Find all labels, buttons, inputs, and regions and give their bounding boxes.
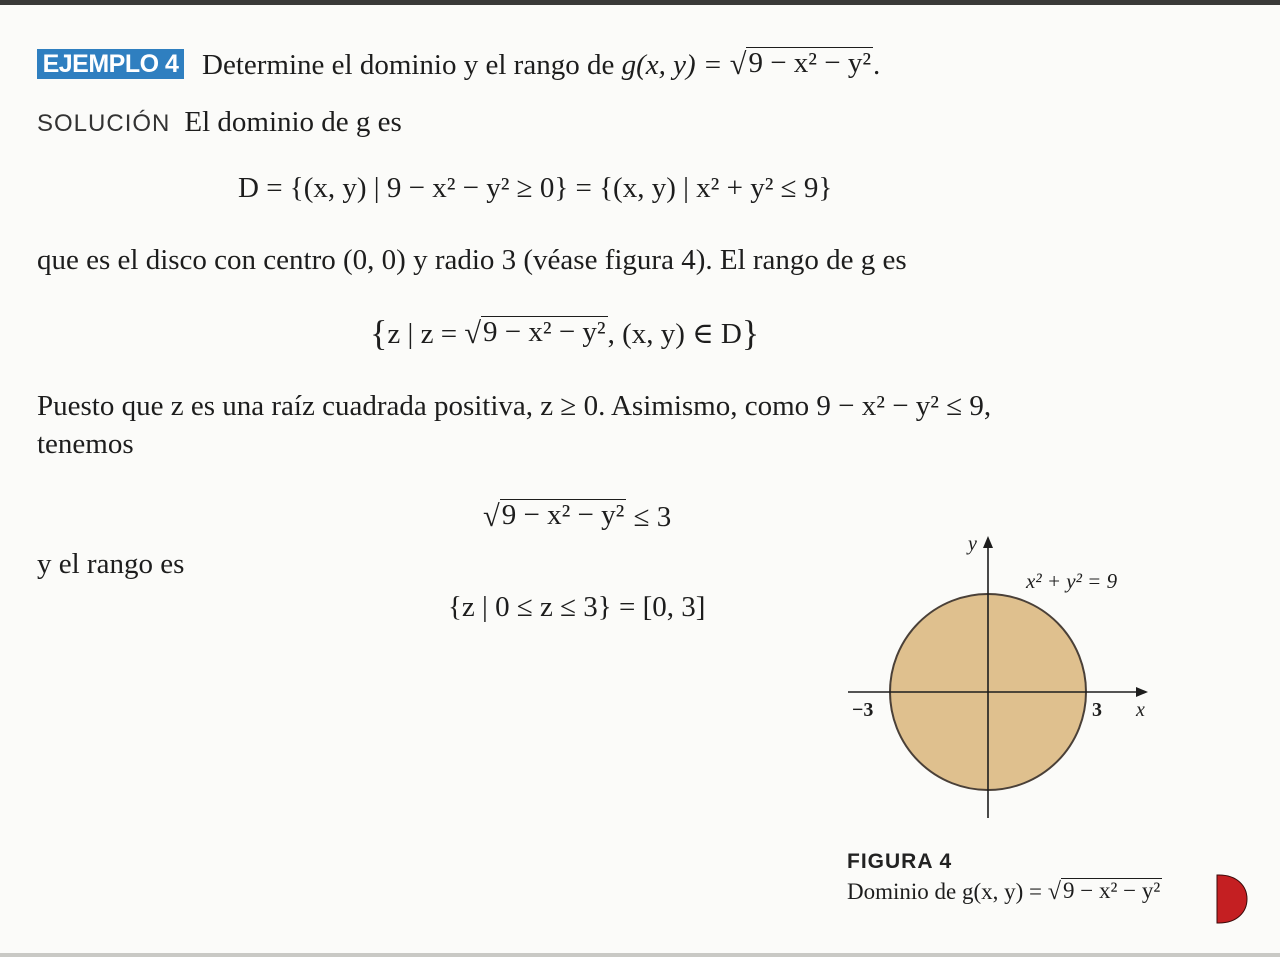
positive-line-2: tenemos [37, 428, 134, 460]
bound-sqrt: √ 9 − x² − y² [483, 499, 625, 533]
close-brace: } [741, 313, 760, 353]
function-lhs: g(x, y) = [621, 49, 730, 81]
sqrt-expression: √ 9 − x² − y² [729, 47, 872, 81]
range-radicand: 9 − x² − y² [483, 315, 606, 348]
domain-equation-text: D = {(x, y) | 9 − x² − y² ≥ 0} = {(x, y) | x² + y² ≤ 9} [238, 172, 833, 204]
radicand: 9 − x² − y² [748, 47, 872, 79]
example-badge: EJEMPLO 4 [37, 49, 184, 79]
statement-end: . [873, 49, 881, 81]
range-intro: y el rango es [37, 548, 185, 580]
y-axis-label: y [968, 533, 977, 555]
range-set-right: , (x, y) ∈ D [607, 317, 742, 350]
figure-title: FIGURA 4 [847, 850, 953, 873]
caption-prefix: Dominio de g(x, y) = [847, 879, 1048, 904]
x-axis-label: x [1136, 699, 1145, 721]
range-sqrt: √ 9 − x² − y² [464, 315, 606, 350]
final-range: {z | 0 ≤ z ≤ 3} = [0, 3] [448, 591, 706, 623]
top-border [0, 0, 1280, 5]
domain-equation [238, 172, 832, 205]
positive-line-1: Puesto que z es una raíz cuadrada positiva, z ≥ 0. Asimismo, como 9 − x² − y² ≤ 9, [37, 390, 992, 422]
figure-caption [847, 878, 1162, 906]
page-marker-icon [1213, 873, 1249, 925]
caption-radicand: 9 − x² − y² [1063, 878, 1161, 903]
solution-line [37, 106, 402, 139]
figure-disc-plot [840, 530, 1180, 830]
page-marker-shape [1217, 875, 1247, 923]
bound-rhs: ≤ 3 [626, 501, 672, 533]
disc-paragraph: que es el disco con centro (0, 0) y radio 3 (véase figura 4). El rango de g es [37, 244, 907, 276]
bound-equation [483, 499, 671, 534]
open-brace: { [370, 313, 388, 353]
solution-intro: El dominio de g es [184, 106, 402, 138]
caption-sqrt: √ 9 − x² − y² [1047, 878, 1161, 905]
tick-neg-3: −3 [852, 699, 874, 721]
tick-pos-3: 3 [1092, 699, 1102, 721]
statement-text: Determine el dominio y el rango de [202, 49, 615, 81]
range-set-left: z | z = [387, 317, 465, 350]
solution-label: SOLUCIÓN [37, 110, 171, 137]
y-axis-arrow [983, 536, 993, 548]
range-set-equation [370, 312, 759, 354]
example-statement [202, 47, 880, 82]
x-axis-arrow [1136, 687, 1148, 697]
bottom-border [0, 953, 1280, 957]
circle-equation-label: x² + y² = 9 [1026, 569, 1118, 593]
bound-radicand: 9 − x² − y² [501, 499, 625, 531]
